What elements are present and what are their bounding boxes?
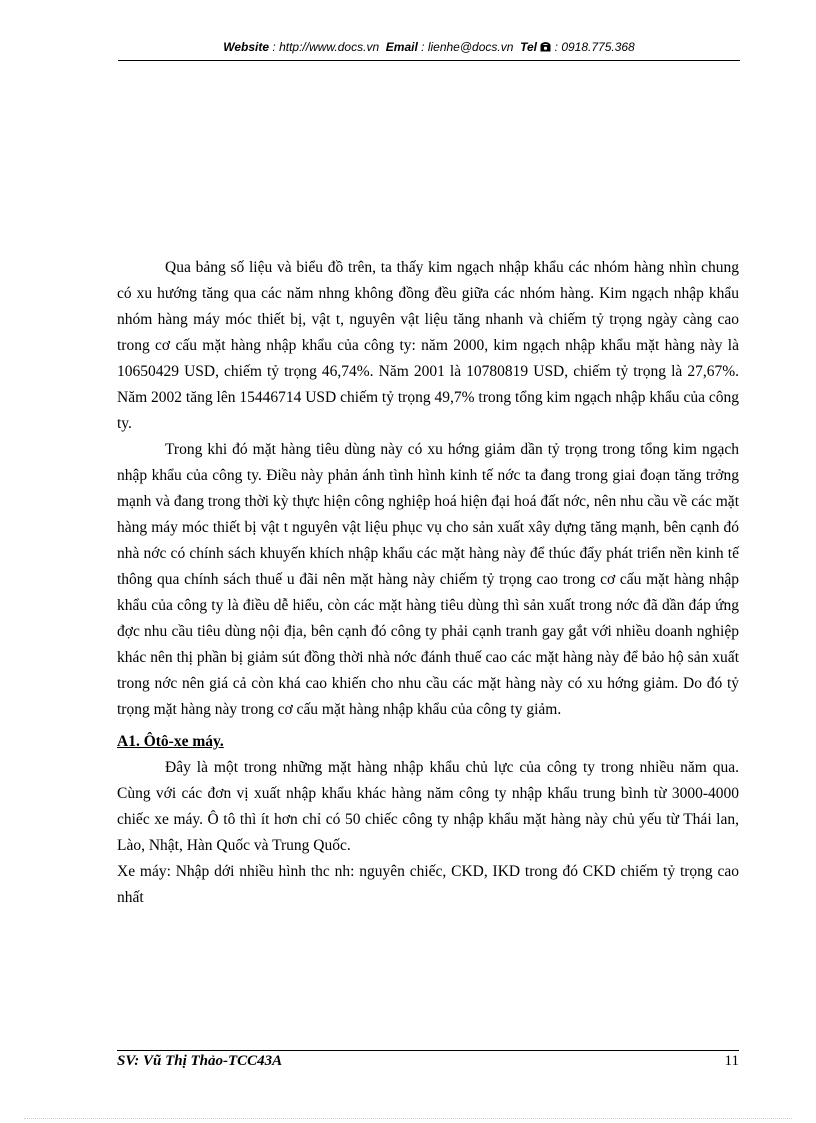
email-label: Email [385, 40, 418, 54]
paragraph-2: Trong khi đó mặt hàng tiêu dùng này có xu hớng giảm dần tỷ trọng trong tổng kim ngạch nhập khẩu của công ty. Điều này phản ánh tình hình kinh tế nớc ta đang trong giai đoạn tăng trởng mạnh và đang trong thời kỳ thực hiện công nghiệp hoá hiện đại hoá đất nớc, nên nhu cầu về các mặt hàng máy móc thiết bị vật t nguyên vật liệu phục vụ cho sản xuất xây dựng tăng mạnh, bên cạnh đó nhà nớc có chính sách khuyến khích nhập khẩu các mặt hàng này để thúc đẩy phát triển nền kinh tế thông qua chính sách thuế u đãi nên mặt hàng này chiếm tỷ trọng cao trong cơ cấu mặt hàng nhập khẩu của công ty là điều dễ hiểu, còn các mặt hàng tiêu dùng thì sản xuất trong nớc đã dần đáp ứng đợc nhu cầu tiêu dùng nội địa, bên cạnh đó công ty phải cạnh tranh gay gắt với nhiều doanh nghiệp khác nên thị phần bị giảm sút đồng thời nhà nớc đánh thuế cao các mặt hàng này để bảo hộ sản xuất trong nớc nên giá cả còn khá cao khiến cho nhu cầu các mặt hàng này có xu hớng giảm. Do đó tỷ trọng mặt hàng này trong cơ cấu mặt hàng nhập khẩu của công ty giảm. [117, 441, 739, 718]
section-paragraph: Đây là một trong những mặt hàng nhập khẩu chủ lực của công ty trong nhiều năm qua. Cùng với các đơn vị xuất nhập khẩu khác hàng năm công ty nhập khẩu trung bình từ 3000-4000 chiếc xe máy. Ô tô thì ít hơn chỉ có 50 chiếc công ty nhập khẩu mặt hàng này chủ yếu từ Thái lan, Lào, Nhật, Hàn Quốc và Trung Quốc. [117, 759, 739, 854]
phone-icon [540, 40, 554, 54]
page-footer [117, 1050, 739, 1075]
tel-label: Tel [520, 40, 537, 54]
website-label: Website [223, 40, 270, 54]
document-body [117, 255, 739, 911]
section-heading: A1. Ôtô-xe máy. [117, 733, 224, 750]
website-value: : http://www.docs.vn [272, 40, 380, 54]
section-note: Xe máy: Nhập dới nhiều hình thc nh: nguyên chiếc, CKD, IKD trong đó CKD chiếm tỷ trọng cao nhất [117, 863, 739, 906]
bottom-divider [24, 1118, 792, 1119]
page-number: 11 [724, 1053, 739, 1069]
footer-author: SV: Vũ Thị Thảo-TCC43A [117, 1053, 283, 1069]
paragraph-1: Qua bảng số liệu và biểu đồ trên, ta thấy kim ngạch nhập khẩu các nhóm hàng nhìn chung có xu hướng tăng qua các năm nhng không đồng đều giữa các nhóm hàng. Kim ngạch nhập khẩu nhóm hàng máy móc thiết bị, vật t, nguyên vật liệu tăng nhanh và chiếm tỷ trọng ngày càng cao trong cơ cấu mặt hàng nhập khẩu của công ty: năm 2000, kim ngạch nhập khẩu mặt hàng này là 10650429 USD, chiếm tỷ trọng 46,74%. Năm 2001 là 10780819 USD, chiếm tỷ trọng là 27,67%. Năm 2002 tăng lên 15446714 USD chiếm tỷ trọng 49,7% trong tổng kim ngạch nhập khẩu của công ty. [117, 259, 739, 432]
page-header [118, 40, 740, 61]
tel-value: : 0918.775.368 [554, 40, 635, 54]
email-value: : lienhe@docs.vn [421, 40, 514, 54]
